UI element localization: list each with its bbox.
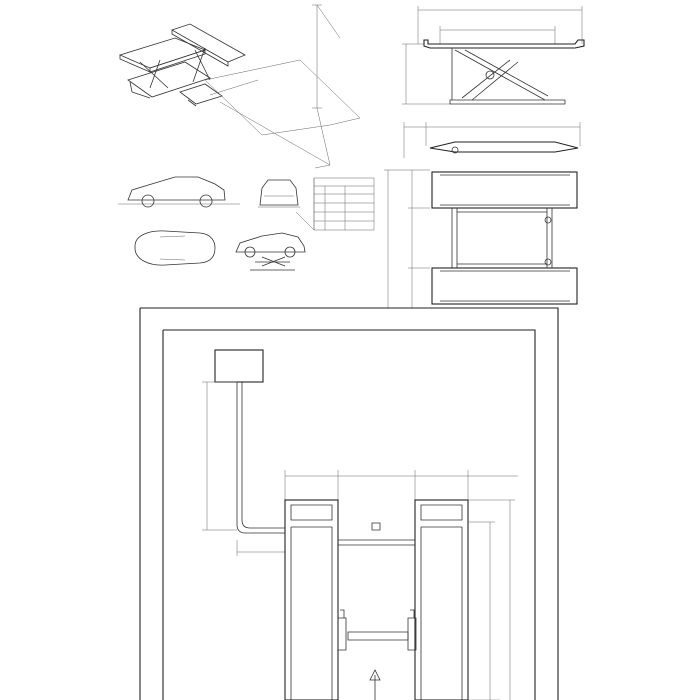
entry-arrow-icon: [370, 670, 380, 700]
vehicle-sketches: [118, 177, 305, 270]
front-elevation-view: [402, 6, 584, 104]
control-box: [215, 350, 263, 382]
side-elevation-view: [404, 122, 580, 158]
right-platform: [415, 500, 468, 700]
floor-plan: [140, 308, 558, 700]
plan-view-lift: [384, 170, 577, 308]
scissor-spec-table: [296, 178, 374, 230]
left-platform: [285, 500, 338, 700]
isometric-lift-view: [120, 5, 360, 168]
